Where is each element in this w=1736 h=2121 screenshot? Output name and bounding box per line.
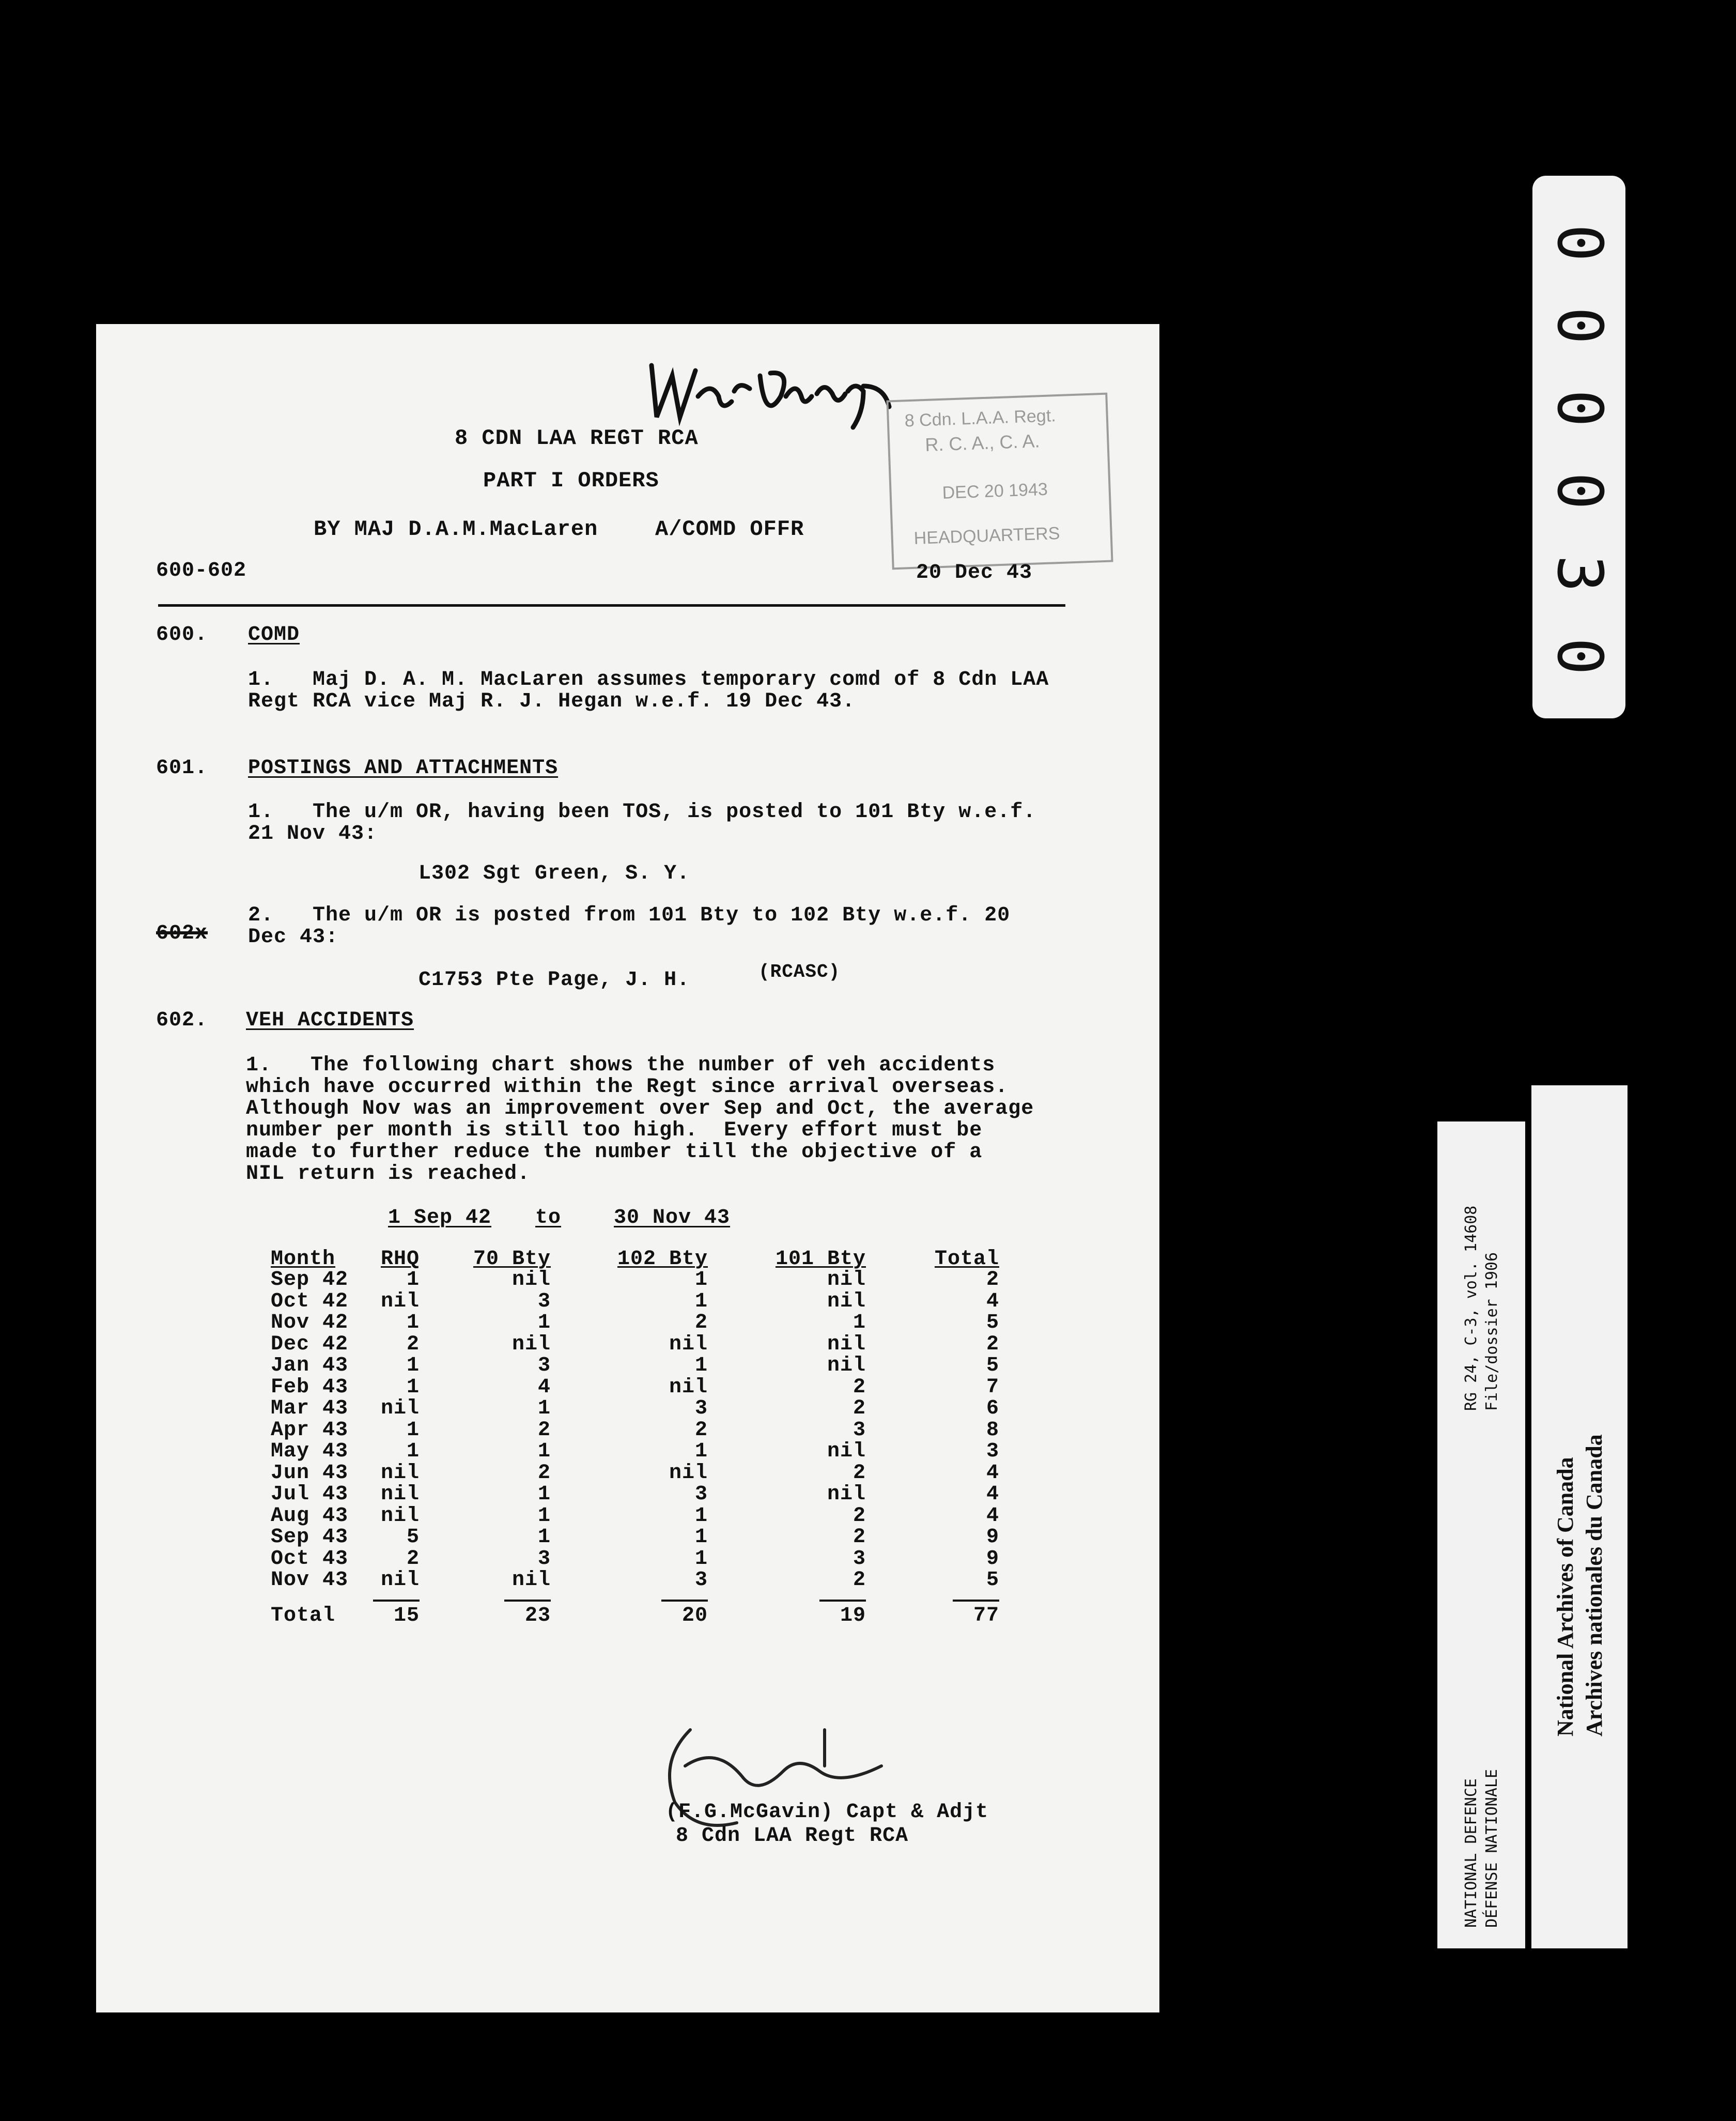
table-header: 101 Bty <box>775 1248 866 1271</box>
section-number: 601. <box>156 757 208 780</box>
table-cell: 3 <box>694 1397 708 1420</box>
counter-digit: 0 <box>1543 224 1615 262</box>
table-cell: 2 <box>853 1504 866 1528</box>
table-cell: 2 <box>537 1461 551 1485</box>
total-rule <box>661 1600 708 1602</box>
section-heading: VEH ACCIDENTS <box>246 1009 414 1032</box>
table-cell: 1 <box>406 1418 420 1442</box>
total-cell: 20 <box>681 1604 708 1627</box>
table-cell: nil <box>827 1354 866 1377</box>
table-cell: nil <box>512 1569 551 1592</box>
period-to: to <box>535 1206 562 1229</box>
stamp-line-4: HEADQUARTERS <box>913 524 1061 548</box>
table-row-month: Sep 42 <box>271 1268 349 1292</box>
section-heading: COMD <box>248 623 300 647</box>
table-cell: 3 <box>986 1440 999 1463</box>
table-header: 70 Bty <box>473 1248 551 1271</box>
table-cell: 1 <box>537 1440 551 1463</box>
by-role: A/COMD OFFR <box>655 517 804 542</box>
table-cell: 3 <box>694 1569 708 1592</box>
table-cell: 4 <box>986 1483 999 1506</box>
total-cell: 77 <box>973 1604 999 1627</box>
signature-name: (F.G.McGavin) Capt & Adjt <box>665 1801 989 1824</box>
table-cell: 2 <box>406 1547 420 1571</box>
table-row-month: Jun 43 <box>271 1461 349 1485</box>
stamp-line-2: R. C. A., C. A. <box>924 430 1041 455</box>
table-cell: nil <box>380 1461 420 1485</box>
table-cell: nil <box>380 1289 420 1313</box>
order-range: 600-602 <box>156 559 247 582</box>
table-cell: 1 <box>537 1311 551 1334</box>
table-cell: nil <box>827 1332 866 1356</box>
table-cell: 2 <box>853 1526 866 1549</box>
section-heading: POSTINGS AND ATTACHMENTS <box>248 757 559 780</box>
table-row-month: Oct 43 <box>271 1547 349 1571</box>
table-cell: nil <box>827 1268 866 1292</box>
table-cell: 1 <box>853 1311 866 1334</box>
by-line: BY MAJ D.A.M.MacLaren <box>314 517 598 542</box>
table-cell: 6 <box>986 1397 999 1420</box>
table-cell: 5 <box>986 1354 999 1377</box>
table-cell: 3 <box>853 1418 866 1442</box>
table-cell: 3 <box>537 1354 551 1377</box>
total-rule <box>819 1600 866 1602</box>
table-cell: nil <box>669 1461 708 1485</box>
table-cell: nil <box>512 1332 551 1356</box>
table-cell: nil <box>380 1397 420 1420</box>
unit-title: 8 CDN LAA REGT RCA <box>455 426 699 451</box>
total-rule <box>953 1600 999 1602</box>
document-page <box>96 324 1159 2012</box>
posting-entry: C1753 Pte Page, J. H. <box>419 969 690 992</box>
table-header: Total <box>934 1248 999 1271</box>
table-cell: nil <box>827 1289 866 1313</box>
table-cell: 1 <box>694 1547 708 1571</box>
period-end: 30 Nov 43 <box>614 1206 731 1229</box>
table-cell: 2 <box>986 1332 999 1356</box>
national-defence-text: NATIONAL DEFENCE <box>1462 1778 1480 1928</box>
table-row-month: May 43 <box>271 1440 349 1463</box>
archive-reference-label <box>1437 1121 1525 1948</box>
table-cell: nil <box>380 1483 420 1506</box>
table-cell: nil <box>380 1569 420 1592</box>
table-cell: nil <box>827 1483 866 1506</box>
table-cell: 2 <box>853 1461 866 1485</box>
record-group-reference: RG 24, C-3, vol. 14608 <box>1462 1205 1480 1411</box>
table-cell: 9 <box>986 1526 999 1549</box>
table-cell: 4 <box>986 1461 999 1485</box>
table-cell: 1 <box>694 1526 708 1549</box>
table-row-month: Sep 43 <box>271 1526 349 1549</box>
table-cell: 2 <box>694 1311 708 1334</box>
paragraph: 1. The following chart shows the number of veh accidents which have occurred within the Regt since arrival overseas. Although Nov was an improvement over Sep and Oct, the average number per month is still too high. Every effort must be made to further reduce the number till the objective of a NIL return is reached. <box>246 1054 1034 1186</box>
table-cell: 5 <box>406 1526 420 1549</box>
table-cell: 4 <box>537 1375 551 1399</box>
counter-digit: 0 <box>1543 389 1615 427</box>
table-row-month: Dec 42 <box>271 1332 349 1356</box>
total-cell: 19 <box>840 1604 866 1627</box>
headquarters-date-stamp <box>886 393 1113 570</box>
table-cell: 4 <box>986 1289 999 1313</box>
total-cell: 15 <box>393 1604 420 1627</box>
corps-note: (RCASC) <box>758 961 841 982</box>
table-cell: 7 <box>986 1375 999 1399</box>
table-cell: nil <box>669 1332 708 1356</box>
table-cell: 2 <box>986 1268 999 1292</box>
total-rule <box>504 1600 551 1602</box>
archives-name-english: National Archives of Canada <box>1553 1457 1578 1736</box>
table-row-month: Oct 42 <box>271 1289 349 1313</box>
posting-entry: L302 Sgt Green, S. Y. <box>419 862 690 885</box>
adjutant-signature <box>654 1709 985 1874</box>
table-cell: 1 <box>406 1268 420 1292</box>
table-cell: nil <box>669 1375 708 1399</box>
table-row-month: Nov 43 <box>271 1569 349 1592</box>
stamp-line-3: DEC 20 1943 <box>942 479 1048 503</box>
table-cell: 5 <box>986 1569 999 1592</box>
paragraph: 2. The u/m OR is posted from 101 Bty to 102 Bty w.e.f. 20 Dec 43: <box>248 904 1011 949</box>
table-cell: 1 <box>406 1375 420 1399</box>
table-row-month: Feb 43 <box>271 1375 349 1399</box>
table-cell: 2 <box>853 1397 866 1420</box>
table-row-month: Nov 42 <box>271 1311 349 1334</box>
table-cell: 3 <box>694 1483 708 1506</box>
table-cell: 1 <box>694 1289 708 1313</box>
struck-margin-note: 602x <box>156 922 208 945</box>
order-date: 20 Dec 43 <box>916 561 1033 585</box>
table-cell: 1 <box>694 1268 708 1292</box>
national-archives-label <box>1531 1085 1628 1948</box>
table-cell: 1 <box>537 1526 551 1549</box>
table-cell: nil <box>380 1504 420 1528</box>
section-number: 600. <box>156 623 208 647</box>
frame-counter-strip <box>1532 176 1625 718</box>
counter-digit: 3 <box>1543 555 1615 593</box>
total-cell: 23 <box>524 1604 551 1627</box>
table-cell: nil <box>827 1440 866 1463</box>
total-label: Total <box>271 1604 336 1627</box>
table-cell: 2 <box>853 1569 866 1592</box>
stamp-line-1: 8 Cdn. L.A.A. Regt. <box>904 406 1057 431</box>
defense-nationale-text: DÉFENSE NATIONALE <box>1483 1769 1501 1928</box>
table-row-month: Jul 43 <box>271 1483 349 1506</box>
table-cell: 8 <box>986 1418 999 1442</box>
paragraph: 1. Maj D. A. M. MacLaren assumes temporary comd of 8 Cdn LAA Regt RCA vice Maj R. J. Hegan w.e.f. 19 Dec 43. <box>248 668 1049 713</box>
table-cell: 2 <box>406 1332 420 1356</box>
table-cell: 1 <box>406 1311 420 1334</box>
header-rule <box>158 604 1065 607</box>
table-header: 102 Bty <box>617 1248 708 1271</box>
table-cell: 2 <box>853 1375 866 1399</box>
table-cell: 1 <box>694 1354 708 1377</box>
table-row-month: Mar 43 <box>271 1397 349 1420</box>
table-cell: nil <box>512 1268 551 1292</box>
counter-digit: 0 <box>1543 472 1615 510</box>
table-header: Month <box>271 1248 336 1271</box>
table-cell: 1 <box>537 1397 551 1420</box>
table-cell: 1 <box>406 1440 420 1463</box>
table-cell: 4 <box>986 1504 999 1528</box>
table-row-month: Jan 43 <box>271 1354 349 1377</box>
table-cell: 1 <box>406 1354 420 1377</box>
table-cell: 3 <box>853 1547 866 1571</box>
table-cell: 2 <box>537 1418 551 1442</box>
paragraph: 1. The u/m OR, having been TOS, is posted to 101 Bty w.e.f. 21 Nov 43: <box>248 801 1036 846</box>
period-start: 1 Sep 42 <box>388 1206 492 1229</box>
table-cell: 9 <box>986 1547 999 1571</box>
file-reference: File/dossier 1906 <box>1483 1252 1501 1411</box>
table-row-month: Apr 43 <box>271 1418 349 1442</box>
table-cell: 1 <box>694 1504 708 1528</box>
table-header: RHQ <box>380 1248 420 1271</box>
table-cell: 1 <box>537 1483 551 1506</box>
table-cell: 3 <box>537 1547 551 1571</box>
orders-title: PART I ORDERS <box>483 468 659 493</box>
counter-digit: 0 <box>1543 637 1615 675</box>
table-row-month: Aug 43 <box>271 1504 349 1528</box>
section-number: 602. <box>156 1009 208 1032</box>
signature-unit: 8 Cdn LAA Regt RCA <box>676 1824 909 1848</box>
counter-digit: 0 <box>1543 306 1615 345</box>
table-cell: 5 <box>986 1311 999 1334</box>
table-cell: 1 <box>694 1440 708 1463</box>
total-rule <box>373 1600 420 1602</box>
table-cell: 1 <box>537 1504 551 1528</box>
table-cell: 2 <box>694 1418 708 1442</box>
archives-name-french: Archives nationales du Canada <box>1582 1434 1607 1736</box>
table-cell: 3 <box>537 1289 551 1313</box>
